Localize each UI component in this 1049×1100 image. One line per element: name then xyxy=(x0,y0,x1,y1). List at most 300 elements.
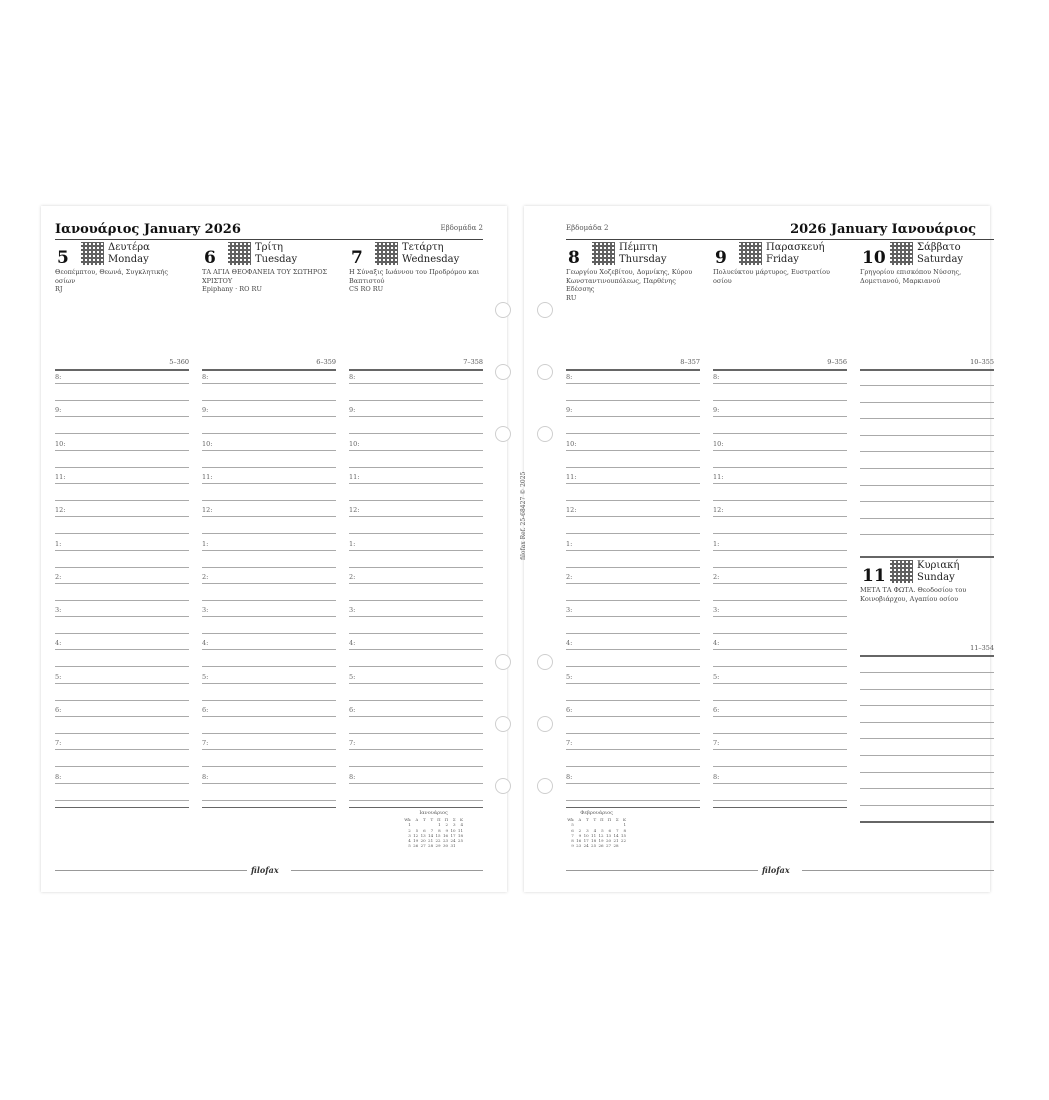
calendar-weekday: Δ xyxy=(578,817,582,823)
half-hour-line xyxy=(566,800,700,801)
half-hour-line xyxy=(349,666,483,667)
hour-line xyxy=(202,649,336,650)
hour-line xyxy=(566,383,700,384)
day-name-greek: Παρασκευή xyxy=(766,242,825,253)
writing-line xyxy=(860,501,994,502)
calendar-day xyxy=(457,843,464,848)
hour-line xyxy=(713,649,847,650)
half-hour-line xyxy=(55,600,189,601)
hour-label: 2: xyxy=(713,572,720,581)
hour-line xyxy=(55,683,189,684)
hour-label: 4: xyxy=(202,639,209,648)
hour-line xyxy=(55,483,189,484)
hour-label: 8: xyxy=(566,373,573,381)
half-hour-line xyxy=(713,633,847,634)
hour-line xyxy=(349,616,483,617)
calendar-day: 29 xyxy=(435,843,441,849)
holiday-codes: CS RO RU xyxy=(349,285,384,293)
calendar-weekday: Τ xyxy=(593,817,597,823)
calendar-day: 9 xyxy=(578,832,582,838)
calendar-day: 16 xyxy=(442,832,449,838)
day-name-greek: Δευτέρα xyxy=(108,242,150,253)
calendar-weekday: Wk xyxy=(567,817,574,823)
half-hour-line xyxy=(566,733,700,734)
calendar-day: 2 xyxy=(445,822,449,828)
half-hour-line xyxy=(713,533,847,534)
hour-line xyxy=(349,583,483,584)
divider xyxy=(55,369,189,371)
calendar-day: 24 xyxy=(583,843,589,849)
half-hour-line xyxy=(349,600,483,601)
hour-label: 9: xyxy=(713,406,720,415)
day-count: 10–355 xyxy=(970,358,994,366)
calendar-day: 26 xyxy=(598,843,604,849)
day-number: 11 xyxy=(862,566,886,586)
qr-code-icon xyxy=(739,242,762,265)
calendar-day: 16 xyxy=(576,838,582,844)
calendar-day: 4 xyxy=(593,827,597,833)
hour-line xyxy=(55,716,189,717)
writing-line xyxy=(860,402,994,403)
hour-label: 6: xyxy=(202,706,209,714)
hour-label: 12: xyxy=(55,506,66,515)
hour-label: 5: xyxy=(349,672,356,681)
writing-line xyxy=(860,805,994,806)
writing-line xyxy=(860,435,994,436)
day-number: 5 xyxy=(57,248,69,268)
writing-line xyxy=(860,705,994,706)
binder-hole xyxy=(495,654,511,670)
half-hour-line xyxy=(566,400,700,401)
hour-line xyxy=(713,516,847,517)
calendar-week-number: 2 xyxy=(408,827,411,833)
calendar-day: 11 xyxy=(457,827,464,833)
half-hour-line xyxy=(55,633,189,634)
calendar-day: 26 xyxy=(413,843,419,849)
hour-line xyxy=(349,683,483,684)
divider xyxy=(713,369,847,371)
half-hour-line xyxy=(202,400,336,401)
half-hour-line xyxy=(55,733,189,734)
hour-line xyxy=(713,783,847,784)
day-number: 7 xyxy=(351,248,363,268)
half-hour-line xyxy=(566,567,700,568)
hour-label: 9: xyxy=(566,406,573,415)
day-end-line xyxy=(349,807,483,809)
binder-hole xyxy=(495,716,511,732)
half-hour-line xyxy=(713,467,847,468)
half-hour-line xyxy=(55,433,189,434)
half-hour-line xyxy=(349,533,483,534)
hour-line xyxy=(55,649,189,650)
binder-hole xyxy=(495,426,511,442)
saint-names: Η Σύναξις Ιωάννου του Προδρόμου και Βαπτιστού xyxy=(349,268,480,285)
hour-label: 3: xyxy=(349,606,356,615)
footer-line xyxy=(802,870,994,871)
hour-line xyxy=(566,749,700,750)
header-divider xyxy=(55,239,483,240)
mini-calendar-title: Φεβρουάριος xyxy=(580,810,613,816)
day-number: 9 xyxy=(715,248,727,268)
half-hour-line xyxy=(566,766,700,767)
calendar-weekday: Π xyxy=(437,817,441,823)
hour-line xyxy=(349,483,483,484)
calendar-day: 10 xyxy=(583,832,589,838)
half-hour-line xyxy=(566,433,700,434)
hour-label: 6: xyxy=(566,706,573,714)
day-end-line xyxy=(860,821,994,823)
hour-label: 4: xyxy=(566,639,573,648)
hour-label: 12: xyxy=(713,506,724,515)
hour-line xyxy=(202,749,336,750)
half-hour-line xyxy=(55,400,189,401)
hour-line xyxy=(202,783,336,784)
week-label-left: Εβδομάδα 2 xyxy=(440,224,483,232)
hour-line xyxy=(713,550,847,551)
hour-label: 9: xyxy=(202,406,209,415)
calendar-week-number: 4 xyxy=(408,838,411,844)
calendar-week-number: 9 xyxy=(571,843,574,849)
writing-line xyxy=(860,722,994,723)
binder-hole xyxy=(537,426,553,442)
saint-names: ΜΕΤΑ ΤΑ ΦΩΤΑ. Θεοδοσίου του Κοινοβιάρχου, Αγαπίου οσίου xyxy=(860,586,967,603)
calendar-day: 15 xyxy=(435,832,441,838)
saint-names: ΤΑ ΑΓΙΑ ΘΕΟΦΑΝΕΙΑ ΤΟΥ ΣΩΤΗΡΟΣ ΧΡΙΣΤΟΥ xyxy=(202,268,328,285)
hour-label: 1: xyxy=(713,539,720,548)
page-title-left: Ιανουάριος January 2026 xyxy=(55,222,241,237)
hour-line xyxy=(349,550,483,551)
hour-label: 11: xyxy=(55,472,66,481)
hour-label: 8: xyxy=(55,772,62,781)
calendar-day: 4 xyxy=(460,822,464,828)
hour-label: 5: xyxy=(713,672,720,681)
hour-line xyxy=(202,516,336,517)
calendar-day: 8 xyxy=(623,827,627,833)
half-hour-line xyxy=(349,500,483,501)
hour-label: 12: xyxy=(566,506,577,515)
day-name-greek: Κυριακή xyxy=(917,560,960,571)
calendar-day: 7 xyxy=(430,827,434,833)
qr-code-icon xyxy=(228,242,251,265)
calendar-week-number: 6 xyxy=(571,827,574,833)
hour-label: 8: xyxy=(566,772,573,781)
hour-line xyxy=(713,416,847,417)
calendar-day: 7 xyxy=(616,827,619,833)
name-day-text xyxy=(349,268,483,294)
mini-calendar-grid xyxy=(566,817,627,848)
binder-hole xyxy=(495,302,511,318)
calendar-day: 1 xyxy=(623,822,627,828)
half-hour-line xyxy=(566,500,700,501)
half-hour-line xyxy=(713,666,847,667)
calendar-week-number: 5 xyxy=(571,822,574,828)
half-hour-line xyxy=(713,700,847,701)
half-hour-line xyxy=(713,567,847,568)
half-hour-line xyxy=(566,633,700,634)
hour-line xyxy=(349,649,483,650)
calendar-day: 14 xyxy=(428,832,434,838)
hour-line xyxy=(713,716,847,717)
hour-line xyxy=(202,550,336,551)
calendar-week-number: 8 xyxy=(571,838,574,844)
holiday-codes: Epiphany · RO RU xyxy=(202,285,262,293)
footer-line xyxy=(291,870,483,871)
brand-logo: filofax xyxy=(251,865,279,875)
hour-line xyxy=(713,483,847,484)
day-name-greek: Τετάρτη xyxy=(402,242,444,253)
footer-line xyxy=(55,870,247,871)
hour-label: 10: xyxy=(349,439,360,448)
writing-line xyxy=(860,418,994,419)
hour-label: 10: xyxy=(202,439,213,448)
calendar-day: 30 xyxy=(442,843,449,849)
hour-line xyxy=(566,716,700,717)
hour-line xyxy=(55,783,189,784)
hour-label: 5: xyxy=(55,672,62,681)
hour-line xyxy=(713,383,847,384)
calendar-weekday: Τ xyxy=(586,817,589,823)
day-name-english: Thursday xyxy=(619,254,667,265)
writing-line xyxy=(860,672,994,673)
calendar-day: 11 xyxy=(591,832,597,838)
day-end-line xyxy=(566,807,700,809)
half-hour-line xyxy=(202,633,336,634)
hour-label: 9: xyxy=(55,406,62,415)
calendar-weekday: Τ xyxy=(423,817,426,823)
hour-line xyxy=(713,616,847,617)
calendar-day: 20 xyxy=(605,838,612,844)
calendar-weekday: Π xyxy=(444,817,449,823)
day-name-greek: Πέμπτη xyxy=(619,242,658,253)
day-name-english: Sunday xyxy=(917,572,955,583)
calendar-day: 1 xyxy=(438,822,441,828)
half-hour-line xyxy=(349,567,483,568)
divider xyxy=(860,655,994,657)
hour-line xyxy=(566,683,700,684)
day-count: 9–356 xyxy=(827,358,847,366)
hour-label: 4: xyxy=(55,639,62,648)
calendar-weekday: Wk xyxy=(404,817,411,823)
holiday-codes: RU xyxy=(566,293,577,302)
hour-line xyxy=(713,450,847,451)
calendar-day: 31 xyxy=(450,843,456,849)
hour-line xyxy=(202,616,336,617)
hour-line xyxy=(566,783,700,784)
divider xyxy=(349,369,483,371)
hour-line xyxy=(349,450,483,451)
day-name-english: Tuesday xyxy=(255,254,298,265)
mini-calendar-title: Ιανουάριος xyxy=(419,810,448,816)
half-hour-line xyxy=(202,533,336,534)
writing-line xyxy=(860,468,994,469)
name-day-text xyxy=(55,268,189,294)
hour-line xyxy=(566,616,700,617)
hour-label: 7: xyxy=(349,739,356,748)
calendar-week-number: 5 xyxy=(408,843,411,849)
divider xyxy=(202,369,336,371)
mini-calendar-february xyxy=(566,811,627,848)
sunday-divider xyxy=(860,556,994,558)
calendar-day: 8 xyxy=(438,827,441,833)
hour-label: 2: xyxy=(349,572,356,581)
hour-label: 10: xyxy=(566,439,577,448)
divider xyxy=(860,369,994,371)
right-page xyxy=(524,206,994,892)
hour-label: 1: xyxy=(55,539,62,548)
hour-line xyxy=(202,383,336,384)
hour-line xyxy=(55,450,189,451)
calendar-week-number: 7 xyxy=(571,832,574,838)
half-hour-line xyxy=(202,567,336,568)
binder-hole xyxy=(537,716,553,732)
day-count: 6–359 xyxy=(316,358,336,366)
calendar-week-number: 1 xyxy=(408,822,411,828)
hour-line xyxy=(566,550,700,551)
calendar-day: 25 xyxy=(591,843,597,849)
hour-label: 8: xyxy=(713,772,720,781)
name-day-text xyxy=(860,268,994,285)
hour-label: 1: xyxy=(566,539,573,548)
calendar-day: 13 xyxy=(605,832,612,838)
holiday-codes: RJ xyxy=(55,285,63,293)
header-divider xyxy=(566,239,994,240)
hour-line xyxy=(202,450,336,451)
calendar-day: 23 xyxy=(442,838,449,844)
saint-names: Γεωργίου Χοζεβίτου, Δομνίκης, Κύρου Κωνσταντινουπόλεως, Παρθένης Εδέσσης xyxy=(566,268,693,293)
calendar-day: 23 xyxy=(576,843,582,849)
calendar-day: 17 xyxy=(450,832,456,838)
name-day-text xyxy=(202,268,336,294)
half-hour-line xyxy=(713,500,847,501)
saint-names: Πολυεύκτου μάρτυρος, Ευστρατίου οσίου xyxy=(713,268,830,285)
qr-code-icon xyxy=(890,560,913,583)
hour-label: 12: xyxy=(202,506,213,515)
calendar-day: 15 xyxy=(620,832,627,838)
half-hour-line xyxy=(202,666,336,667)
calendar-weekday: Κ xyxy=(460,817,464,823)
calendar-weekday: Σ xyxy=(615,817,619,823)
half-hour-line xyxy=(349,766,483,767)
half-hour-line xyxy=(566,700,700,701)
writing-line xyxy=(860,772,994,773)
hour-line xyxy=(566,483,700,484)
calendar-day: 20 xyxy=(420,838,426,844)
mini-calendar-grid xyxy=(403,817,464,848)
hour-label: 11: xyxy=(349,472,360,481)
saint-names: Θεοπέμπτου, Θεωνά, Συγκλητικής οσίων xyxy=(55,268,169,285)
half-hour-line xyxy=(55,467,189,468)
half-hour-line xyxy=(349,633,483,634)
calendar-day: 27 xyxy=(605,843,612,849)
hour-line xyxy=(713,749,847,750)
hour-label: 6: xyxy=(55,706,62,714)
week-label-right: Εβδομάδα 2 xyxy=(566,224,609,232)
qr-code-icon xyxy=(890,242,913,265)
hour-line xyxy=(202,483,336,484)
half-hour-line xyxy=(55,700,189,701)
day-end-line xyxy=(55,807,189,809)
hour-label: 3: xyxy=(713,606,720,615)
binder-hole xyxy=(495,364,511,380)
half-hour-line xyxy=(566,467,700,468)
divider xyxy=(566,369,700,371)
hour-label: 8: xyxy=(55,373,62,381)
half-hour-line xyxy=(713,733,847,734)
calendar-day: 28 xyxy=(613,843,619,849)
hour-line xyxy=(55,616,189,617)
hour-label: 2: xyxy=(55,572,62,581)
hour-line xyxy=(55,516,189,517)
hour-label: 11: xyxy=(713,472,724,481)
half-hour-line xyxy=(349,467,483,468)
day-name-greek: Σάββατο xyxy=(917,242,961,253)
hour-line xyxy=(349,383,483,384)
calendar-day: 3 xyxy=(453,822,456,828)
hour-label: 3: xyxy=(55,606,62,615)
hour-label: 9: xyxy=(349,406,356,415)
hour-label: 5: xyxy=(202,672,209,681)
half-hour-line xyxy=(713,433,847,434)
hour-line xyxy=(202,416,336,417)
calendar-day: 13 xyxy=(420,832,426,838)
hour-label: 1: xyxy=(349,539,356,548)
half-hour-line xyxy=(713,400,847,401)
calendar-day: 21 xyxy=(428,838,434,844)
hour-label: 2: xyxy=(566,572,573,581)
hour-line xyxy=(566,450,700,451)
calendar-day: 27 xyxy=(420,843,426,849)
calendar-day: 3 xyxy=(586,827,589,833)
hour-line xyxy=(566,516,700,517)
writing-line xyxy=(860,534,994,535)
half-hour-line xyxy=(202,600,336,601)
writing-line xyxy=(860,451,994,452)
day-count: 7–358 xyxy=(463,358,483,366)
hour-label: 10: xyxy=(55,439,66,448)
calendar-weekday: Κ xyxy=(623,817,627,823)
hour-label: 7: xyxy=(55,739,62,748)
calendar-week-number: 3 xyxy=(408,832,411,838)
hour-line xyxy=(349,749,483,750)
qr-code-icon xyxy=(81,242,104,265)
half-hour-line xyxy=(349,800,483,801)
half-hour-line xyxy=(713,800,847,801)
hour-line xyxy=(55,383,189,384)
hour-line xyxy=(349,416,483,417)
calendar-day: 28 xyxy=(428,843,434,849)
writing-line xyxy=(860,385,994,386)
calendar-day: 24 xyxy=(450,838,456,844)
hour-label: 4: xyxy=(713,639,720,648)
calendar-day: 18 xyxy=(591,838,597,844)
day-count: 11–354 xyxy=(970,644,994,652)
calendar-day: 19 xyxy=(598,838,604,844)
hour-line xyxy=(349,516,483,517)
hour-label: 4: xyxy=(349,639,356,648)
day-name-english: Monday xyxy=(108,254,149,265)
hour-line xyxy=(55,583,189,584)
half-hour-line xyxy=(566,600,700,601)
calendar-day: 5 xyxy=(601,827,604,833)
day-end-line xyxy=(713,807,847,809)
calendar-day: 17 xyxy=(583,838,589,844)
hour-label: 3: xyxy=(566,606,573,615)
half-hour-line xyxy=(55,800,189,801)
calendar-day: 19 xyxy=(413,838,419,844)
calendar-day: 14 xyxy=(613,832,619,838)
hour-line xyxy=(566,583,700,584)
writing-line xyxy=(860,738,994,739)
